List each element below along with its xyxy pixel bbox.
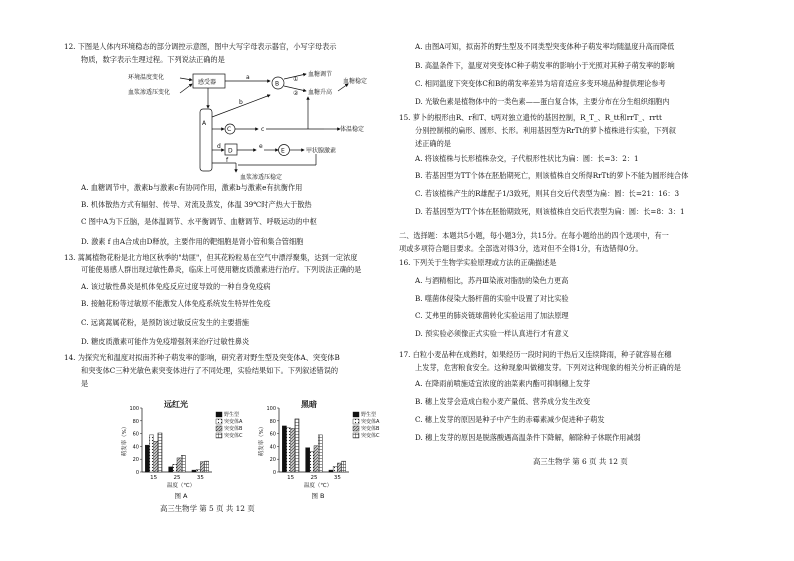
diag-B: B [275,80,280,88]
homeostasis-diagram [128,69,368,181]
diag-out-glucose-reg: 血糖调节 [308,71,333,78]
bar-突变体B-25 [314,446,318,472]
bar-突变体B-15 [291,428,295,472]
diag-out-glucose-stable: 血糖稳定 [343,78,368,85]
q14-option-d: D. 光敏色素是植物体中的一类色素——蛋白复合体，主要分布在分生组织细胞内 [415,97,670,106]
x-tick-label: 25 [310,475,318,481]
q12-option-a: A. 血糖调节中，激素b与激素c有协同作用，激素b与激素e有抗衡作用 [81,183,303,192]
x-tick-label: 35 [196,475,204,481]
diag-n2: ② [293,90,299,97]
footer-page-6: 高三生物学 第 6 页 共 12 页 [533,457,628,466]
figure-label: 图 B [311,492,325,500]
legend-label: 突变体A [224,419,243,425]
bar-突变体A-25 [310,452,314,472]
bar-突变体C-35 [342,461,346,472]
bar-突变体C-15 [158,433,162,472]
chart-title: 黑暗 [301,400,317,409]
diag-n1: ① [293,76,299,83]
legend-swatch [353,426,359,431]
diag-d: d [217,143,221,150]
q12-option-c: C 图中A为下丘脑，是体温调节、水平衡调节、血糖调节、呼吸运动的中枢 [81,217,317,226]
diag-a: a [246,74,250,81]
q16-stem: 16. 下列关于生物学实验原理或方法的正确描述是 [399,258,557,267]
legend-label: 突变体B [224,426,243,432]
y-tick-label: 60 [132,431,139,438]
figure-label: 图 A [174,492,188,500]
bar-突变体C-25 [318,435,322,472]
diag-out-temp-stable: 体温稳定 [340,126,365,133]
q13-option-a: A. 该过敏性鼻炎是机体免疫反应过度导致的一种自身免疫病 [81,282,271,291]
x-tick-label: 15 [287,475,295,481]
q12-option-b: B. 机体散热方式有辐射、传导、对流及蒸发，体温 39℃时产热大于散热 [81,200,312,209]
x-tick-label: 15 [150,475,158,481]
q15-stem-line2: 分别控制根的扁形、圆形、长形。利用基因型为RrTt的萝卜植株进行实验，下列叙 [415,126,676,135]
diag-out-thyroxine: 甲状腺激素 [306,147,337,155]
q14-option-b: B. 高温条件下，温度对突变体C种子萌发率的影响小于光照对其种子萌发率的影响 [415,61,675,70]
diag-b: b [239,99,243,106]
y-tick-label: 20 [132,457,139,464]
q16-option-c: C. 艾弗里的肺炎链球菌转化实验运用了加法原理 [415,311,569,320]
q12-stem-line2: 物质，数字表示生理过程。下列说法正确的是 [81,55,225,64]
legend-swatch [216,426,222,431]
bar-野生型-15 [145,445,149,472]
legend-swatch [353,419,359,424]
bar-突变体B-15 [154,441,158,472]
q15-option-d: D. 若基因型为TT个体在胚胎期致死，则该植株自交后代表型为扁：圆：长=8：3：1 [415,207,685,216]
q15-option-a: A. 将该植株与长形植株杂交，子代根形性状比为扁：圆：长=3：2：1 [415,154,639,163]
bar-野生型-25 [169,467,173,472]
legend-label: 野生型 [361,412,377,418]
y-tick-label: 80 [269,418,276,425]
q17-option-b: B. 穗上发芽会造成白粒小麦产量低、营养成分发生改变 [415,397,591,406]
y-axis-label: 萌发率（%） [122,423,128,457]
diag-out-glucose-up: 血糖升高 [308,89,333,96]
q14-stem-line1: 14. 为探究光和温度对拟南芥种子萌发率的影响，研究者对野生型及突变体A、突变体B [64,353,340,362]
q12-option-d: D. 激素 f 由A合成由D释放，主要作用的靶细胞是肾小管和集合管细胞 [81,237,304,246]
bar-野生型-15 [282,426,286,472]
legend-label: 突变体A [361,419,380,425]
diag-in-temp: 环境温度变化 [128,74,165,81]
footer-page-5: 高三生物学 第 5 页 共 12 页 [160,504,255,513]
q15-stem-line1: 15. 萝卜的根形由R、r和T、t两对独立遗传的基因控制，R_T_、R_tt和rrT_、rrtt [399,113,662,122]
section2-header-line2: 项或多项符合题目要求。全部选对得3分，选对但不全得1分，有选错得0分。 [399,244,643,253]
q14-option-c: C. 相同温度下突变体C和B的萌发率差异为培育适应多变环境品种提供理论参考 [415,79,666,88]
q15-stem-line3: 述正确的是 [415,139,451,148]
chart-far-red [118,394,248,502]
diag-D: D [228,147,233,155]
bar-野生型-35 [329,470,333,472]
y-tick-label: 40 [269,444,276,451]
exam-page-6 [397,0,794,561]
bar-野生型-35 [192,470,196,472]
legend-label: 突变体C [361,433,380,439]
chart-dark [255,394,385,502]
q14-option-a: A. 由图A可知，拟南芥的野生型及不同类型突变体种子萌发率均随温度升高而降低 [415,42,675,51]
bar-突变体C-35 [205,461,209,472]
q17-option-a: A. 在降雨前喷施适宜浓度的油菜素内酯可抑制穗上发芽 [415,379,591,388]
y-axis-label: 萌发率（%） [259,423,265,457]
y-tick-label: 0 [272,470,276,476]
bar-突变体B-25 [177,458,181,472]
diag-out-osmotic-stable: 血浆渗透压稳定 [240,174,283,181]
legend-label: 突变体C [224,433,243,439]
y-tick-label: 80 [132,418,139,425]
q13-stem-line1: 13. 蒿属植物花粉是北方地区秋季的"劫匪"，但其花粉粒易在空气中漂浮聚集，达到一定浓度 [64,253,358,262]
diag-f: f [226,157,229,164]
legend-swatch [216,419,222,424]
q17-stem-line2: 上发芽，危害粮食安全。这种现象叫做穗发芽。下列对这种现象的相关分析正确的是 [415,363,681,372]
legend-swatch [353,433,359,438]
q16-option-a: A. 与酒精相比，苏丹Ⅲ染液对脂肪的染色力更高 [415,276,569,285]
q12-stem-line1: 12. 下图是人体内环境稳态的部分调控示意图，图中大写字母表示器官，小写字母表示 [64,42,337,51]
y-tick-label: 20 [269,457,276,464]
bar-突变体A-25 [173,464,177,472]
organ-A [200,109,212,171]
q13-option-b: B. 接触花粉等过敏原不能激发人体免疫系统发生特异性免疫 [81,299,271,308]
q14-stem-line2: 和突变体C三种光敏色素突变体进行了不同处理，实验结果如下。下列叙述错误的 [81,366,339,375]
bar-突变体B-35 [337,463,341,472]
chart-title: 远红光 [164,400,188,409]
y-tick-label: 0 [135,470,139,476]
section2-header-line1: 二、选择题：本题共5小题，每小题3分，共15分。在每小题给出的四个选项中，有一 [399,231,669,240]
bar-突变体A-35 [333,466,337,472]
y-tick-label: 100 [129,406,139,412]
q15-option-c: C. 若该植株产生的R雄配子1/3致死，则其自交后代表型为扁：圆：长=21：16：3 [415,189,680,198]
x-tick-label: 25 [173,475,181,481]
legend-swatch [353,412,359,417]
legend-swatch [216,433,222,438]
y-tick-label: 60 [269,431,276,438]
bar-野生型-25 [306,448,310,472]
bar-突变体A-15 [286,428,290,472]
x-tick-label: 35 [333,475,341,481]
q13-option-c: C. 远离蒿属花粉，是预防该过敏反应发生的主要措施 [81,318,249,327]
diag-in-osmotic: 血浆渗透压变化 [128,89,171,96]
y-tick-label: 100 [266,406,276,412]
x-axis-label: 温度（℃） [303,483,333,489]
bar-突变体A-35 [196,469,200,472]
bar-突变体A-15 [149,435,153,472]
diag-A: A [202,120,207,127]
q15-option-b: B. 若基因型为TT个体在胚胎期死亡，则该植株自交所得RrTt的萝卜不能为圆形纯合体 [415,171,689,180]
diag-e: e [259,143,263,150]
y-tick-label: 40 [132,444,139,451]
diag-c: c [261,126,265,133]
q17-option-d: D. 穗上发芽的原因是脱落酸遇高温条件下降解，解除种子休眠作用减弱 [415,433,641,442]
q16-option-b: B. 噬菌体侵染大肠杆菌的实验中设置了对比实验 [415,294,569,303]
legend-label: 野生型 [224,412,240,418]
legend-label: 突变体B [361,426,380,432]
q13-stem-line2: 可能使易感人群出现过敏性鼻炎，临床上可使用糖皮质激素进行治疗。下列说法正确的是 [81,265,362,274]
x-axis-label: 温度（℃） [166,483,196,489]
q14-stem-line3: 是 [81,379,89,388]
diag-receptor: 感受器 [198,79,217,86]
diag-C: C [227,126,232,133]
q13-option-d: D. 糖皮质激素可能作为免疫增强剂来治疗过敏性鼻炎 [81,337,250,346]
bar-突变体B-35 [200,462,204,472]
legend-swatch [216,412,222,417]
bar-突变体C-25 [181,455,185,472]
q17-option-c: C. 穗上发芽的原因是种子中产生的赤霉素减少促进种子萌发 [415,415,605,424]
q17-stem-line1: 17. 白粒小麦品种在成熟时，如果经历一段时间的干热后又连续降雨，种子就容易在穗 [399,350,672,359]
diag-E: E [281,147,285,155]
q16-option-d: D. 预实验必须像正式实验一样认真进行才有意义 [415,329,569,338]
bar-突变体C-15 [295,419,299,472]
